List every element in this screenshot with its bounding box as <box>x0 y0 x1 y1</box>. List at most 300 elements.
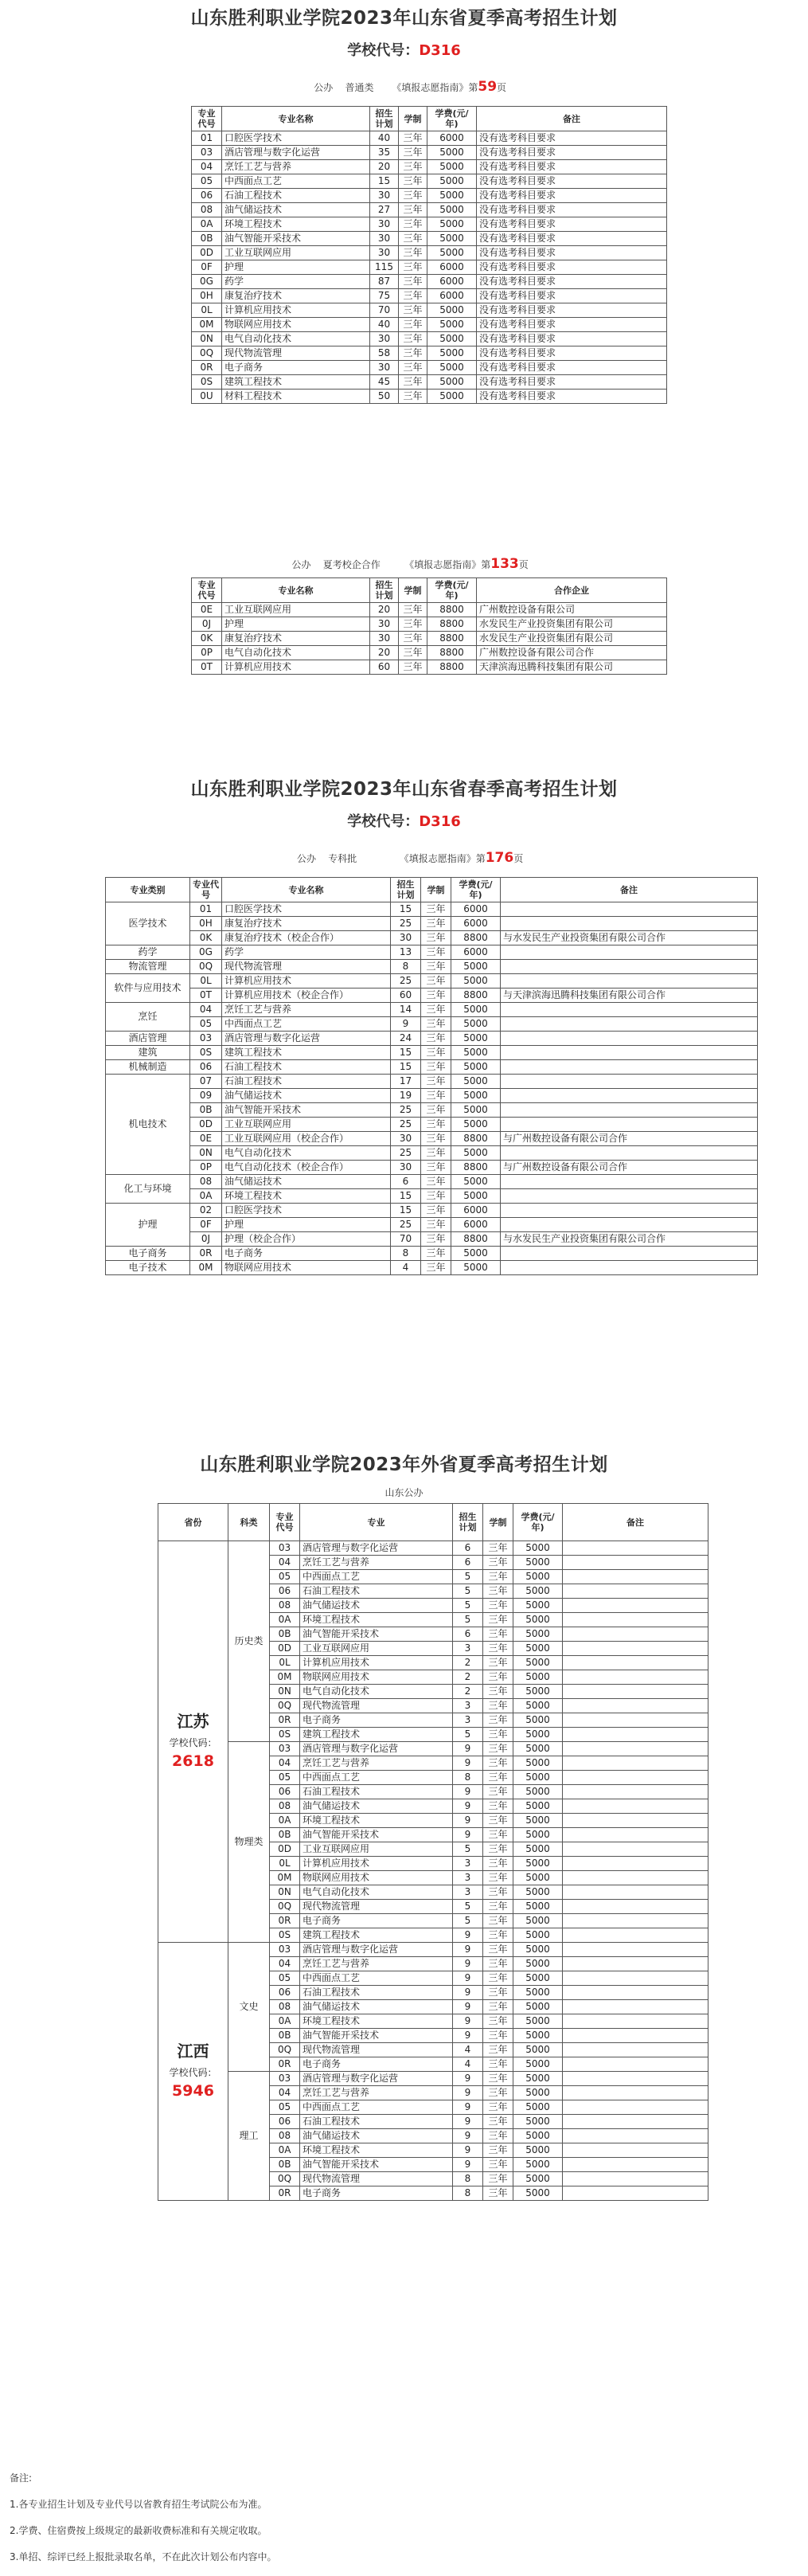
spring-meta-text: 公办 专科批 《填报志愿指南》第 <box>297 853 486 864</box>
table-row <box>158 1541 708 1556</box>
enrollment-plan: 2 <box>453 1656 483 1670</box>
major-name: 康复治疗技术 <box>222 632 370 646</box>
tuition: 5000 <box>513 1656 563 1670</box>
enrollment-plan: 8 <box>391 1247 421 1261</box>
tuition: 5000 <box>513 1728 563 1742</box>
tuition: 5000 <box>451 1089 501 1103</box>
enrollment-plan: 5 <box>453 1584 483 1599</box>
table-row <box>106 917 758 931</box>
column-header: 专业代号 <box>270 1504 300 1541</box>
duration: 三年 <box>483 1541 513 1556</box>
table-row <box>106 902 758 917</box>
table-row <box>106 1189 758 1204</box>
major-name: 石油工程技术 <box>300 1785 453 1799</box>
enrollment-plan: 9 <box>453 2129 483 2143</box>
duration: 三年 <box>483 1642 513 1656</box>
duration: 三年 <box>399 660 427 675</box>
remark <box>563 1599 708 1613</box>
remark <box>563 1699 708 1713</box>
enrollment-plan: 9 <box>391 1017 421 1032</box>
major-code: 0R <box>270 2186 300 2201</box>
tuition: 5000 <box>451 1060 501 1075</box>
column-header: 专业代号 <box>192 578 222 603</box>
major-code: 0A <box>190 1189 222 1204</box>
tuition: 6000 <box>451 1204 501 1218</box>
major-code: 04 <box>192 160 222 174</box>
enrollment-plan: 87 <box>370 275 399 289</box>
major-name: 石油工程技术 <box>222 1060 391 1075</box>
tuition: 5000 <box>513 1584 563 1599</box>
major-name: 中西面点工艺 <box>222 1017 391 1032</box>
enrollment-plan: 70 <box>370 303 399 318</box>
tuition: 5000 <box>513 1627 563 1642</box>
duration: 三年 <box>483 2029 513 2043</box>
major-code: 03 <box>190 1032 222 1046</box>
remark: 没有选考科目要求 <box>477 361 667 375</box>
major-code: 06 <box>270 1986 300 2000</box>
remark <box>563 1857 708 1871</box>
enrollment-plan: 9 <box>453 1928 483 1943</box>
major-category: 酒店管理 <box>106 1032 190 1046</box>
column-header: 专业类别 <box>106 878 190 902</box>
major-name: 护理 <box>222 617 370 632</box>
enrollment-plan: 25 <box>391 1118 421 1132</box>
tuition: 5000 <box>427 332 477 346</box>
summer-section <box>0 3 808 106</box>
major-code: 0J <box>190 1232 222 1247</box>
tuition: 5000 <box>513 1928 563 1943</box>
enrollment-plan: 9 <box>453 1943 483 1957</box>
duration: 三年 <box>399 318 427 332</box>
major-code: 0G <box>192 275 222 289</box>
table-row <box>106 1132 758 1146</box>
remark <box>563 1584 708 1599</box>
major-name: 现代物流管理 <box>222 960 391 974</box>
enrollment-plan: 30 <box>370 332 399 346</box>
major-name: 康复治疗技术 <box>222 289 370 303</box>
major-name: 中西面点工艺 <box>300 2100 453 2115</box>
major-category: 电子技术 <box>106 1261 190 1275</box>
enrollment-plan: 30 <box>370 361 399 375</box>
tuition: 5000 <box>513 1642 563 1656</box>
remark <box>563 2072 708 2086</box>
remark: 与水发民生产业投资集团有限公司合作 <box>501 931 758 945</box>
major-code: 0U <box>192 390 222 404</box>
remark <box>563 1613 708 1627</box>
major-name: 石油工程技术 <box>300 1584 453 1599</box>
major-code: 0B <box>270 2158 300 2172</box>
major-code: 03 <box>270 2072 300 2086</box>
remark: 水发民生产业投资集团有限公司 <box>477 617 667 632</box>
remark <box>501 902 758 917</box>
enrollment-plan: 3 <box>453 1699 483 1713</box>
major-name: 油气储运技术 <box>222 1175 391 1189</box>
duration: 三年 <box>399 232 427 246</box>
major-code: 0L <box>270 1857 300 1871</box>
table-row <box>106 1075 758 1089</box>
major-name: 建筑工程技术 <box>222 375 370 390</box>
remark <box>501 1046 758 1060</box>
tuition: 5000 <box>427 246 477 260</box>
table-row <box>192 289 667 303</box>
major-code: 0E <box>190 1132 222 1146</box>
major-code: 0K <box>192 632 222 646</box>
tuition: 6000 <box>427 275 477 289</box>
tuition: 5000 <box>513 1541 563 1556</box>
duration: 三年 <box>483 1814 513 1828</box>
major-code: 0B <box>270 2029 300 2043</box>
major-name: 中西面点工艺 <box>222 174 370 189</box>
duration: 三年 <box>483 1971 513 1986</box>
remark: 广州数控设备有限公司合作 <box>477 646 667 660</box>
remark <box>563 1828 708 1842</box>
table-row <box>192 332 667 346</box>
remark <box>563 1771 708 1785</box>
remark <box>501 974 758 989</box>
major-name: 中西面点工艺 <box>300 1971 453 1986</box>
duration: 三年 <box>483 1613 513 1627</box>
major-code: 0A <box>270 2143 300 2158</box>
remark: 没有选考科目要求 <box>477 203 667 217</box>
enrollment-plan: 19 <box>391 1089 421 1103</box>
major-code: 0M <box>270 1670 300 1685</box>
table-row <box>192 346 667 361</box>
major-name: 烹饪工艺与营养 <box>300 1957 453 1971</box>
tuition: 5000 <box>513 1943 563 1957</box>
major-name: 口腔医学技术 <box>222 902 391 917</box>
tuition: 5000 <box>513 1556 563 1570</box>
remark <box>563 2129 708 2143</box>
major-name: 环境工程技术 <box>300 2014 453 2029</box>
major-name: 计算机应用技术 <box>222 974 391 989</box>
spring-code: D316 <box>419 813 461 830</box>
major-category: 机械制造 <box>106 1060 190 1075</box>
remark: 没有选考科目要求 <box>477 318 667 332</box>
enrollment-plan: 9 <box>453 1785 483 1799</box>
major-name: 电气自动化技术 <box>222 646 370 660</box>
enrollment-plan: 40 <box>370 131 399 146</box>
tuition: 5000 <box>513 1828 563 1842</box>
duration: 三年 <box>483 2086 513 2100</box>
tuition: 8800 <box>427 660 477 675</box>
enrollment-plan: 30 <box>370 617 399 632</box>
table-row <box>192 361 667 375</box>
remark: 广州数控设备有限公司 <box>477 603 667 617</box>
column-header: 招生计划 <box>391 878 421 902</box>
major-code: 08 <box>192 203 222 217</box>
duration: 三年 <box>421 1232 451 1247</box>
outprov-title: 山东胜利职业学院2023年外省夏季高考招生计划 <box>200 1454 608 1475</box>
tuition: 5000 <box>513 1957 563 1971</box>
coop-page-number: 133 <box>490 556 519 572</box>
remark <box>563 1556 708 1570</box>
enrollment-plan: 45 <box>370 375 399 390</box>
duration: 三年 <box>421 1204 451 1218</box>
tuition: 5000 <box>513 1871 563 1885</box>
duration: 三年 <box>399 289 427 303</box>
duration: 三年 <box>483 1584 513 1599</box>
column-header: 备注 <box>501 878 758 902</box>
duration: 三年 <box>483 1928 513 1943</box>
table-row <box>158 1943 708 1957</box>
major-category: 物流管理 <box>106 960 190 974</box>
major-category: 烹饪 <box>106 1003 190 1032</box>
major-name: 环境工程技术 <box>300 1613 453 1627</box>
school-code-label: 学校代号： <box>347 42 420 59</box>
enrollment-plan: 75 <box>370 289 399 303</box>
enrollment-plan: 9 <box>453 2072 483 2086</box>
tuition: 5000 <box>451 1189 501 1204</box>
table-row <box>192 189 667 203</box>
duration: 三年 <box>421 1017 451 1032</box>
enrollment-plan: 27 <box>370 203 399 217</box>
coop-page-suffix: 页 <box>518 559 529 570</box>
remark <box>563 1900 708 1914</box>
duration: 三年 <box>399 146 427 160</box>
enrollment-plan: 25 <box>391 1146 421 1161</box>
remark <box>563 2029 708 2043</box>
column-header: 专业名称 <box>222 107 370 131</box>
duration: 三年 <box>483 1943 513 1957</box>
major-code: 04 <box>270 1556 300 1570</box>
enrollment-plan: 30 <box>370 632 399 646</box>
major-name: 油气储运技术 <box>222 1089 391 1103</box>
tuition: 5000 <box>427 232 477 246</box>
major-name: 口腔医学技术 <box>222 1204 391 1218</box>
major-name: 烹饪工艺与营养 <box>300 1556 453 1570</box>
table-row <box>106 1103 758 1118</box>
remark: 没有选考科目要求 <box>477 160 667 174</box>
table-row <box>192 390 667 404</box>
duration: 三年 <box>483 1914 513 1928</box>
tuition: 6000 <box>427 131 477 146</box>
enrollment-plan: 60 <box>391 989 421 1003</box>
major-code: 0N <box>190 1146 222 1161</box>
enrollment-plan: 15 <box>391 1189 421 1204</box>
duration: 三年 <box>421 974 451 989</box>
table-row <box>192 160 667 174</box>
duration: 三年 <box>399 189 427 203</box>
major-name: 工业互联网应用 <box>300 1642 453 1656</box>
remark <box>563 1871 708 1885</box>
tuition: 8800 <box>427 617 477 632</box>
enrollment-plan: 9 <box>453 2158 483 2172</box>
major-name: 油气智能开采技术 <box>300 2158 453 2172</box>
major-code: 06 <box>270 1785 300 1799</box>
tuition: 5000 <box>513 2186 563 2201</box>
enrollment-plan: 6 <box>453 1541 483 1556</box>
tuition: 5000 <box>451 1175 501 1189</box>
tuition: 8800 <box>427 646 477 660</box>
enrollment-plan: 9 <box>453 2143 483 2158</box>
enrollment-plan: 4 <box>453 2043 483 2057</box>
column-header: 学费(元/年) <box>427 107 477 131</box>
major-name: 电气自动化技术 <box>222 332 370 346</box>
major-code: 0D <box>192 246 222 260</box>
enrollment-plan: 5 <box>453 1570 483 1584</box>
duration: 三年 <box>421 1060 451 1075</box>
table-row <box>106 1046 758 1060</box>
major-code: 0D <box>190 1118 222 1132</box>
duration: 三年 <box>399 303 427 318</box>
remark <box>563 2014 708 2029</box>
major-name: 酒店管理与数字化运营 <box>300 1742 453 1756</box>
enrollment-plan: 9 <box>453 2014 483 2029</box>
tuition: 8800 <box>427 603 477 617</box>
tuition: 5000 <box>513 1685 563 1699</box>
enrollment-plan: 30 <box>370 217 399 232</box>
major-code: 01 <box>192 131 222 146</box>
table-row <box>192 260 667 275</box>
enrollment-plan: 20 <box>370 160 399 174</box>
remark <box>563 1943 708 1957</box>
major-code: 08 <box>270 1799 300 1814</box>
major-code: 04 <box>270 1957 300 1971</box>
major-name: 现代物流管理 <box>300 2172 453 2186</box>
major-code: 0F <box>192 260 222 275</box>
table-row <box>192 632 667 646</box>
table-row <box>192 146 667 160</box>
subject-category: 理工 <box>228 2072 270 2201</box>
remark: 没有选考科目要求 <box>477 275 667 289</box>
outprov-section <box>0 1450 808 1499</box>
remark: 与广州数控设备有限公司合作 <box>501 1161 758 1175</box>
enrollment-plan: 13 <box>391 945 421 960</box>
tuition: 8800 <box>451 1232 501 1247</box>
remark <box>501 917 758 931</box>
guide-meta <box>0 68 808 106</box>
remark: 与水发民生产业投资集团有限公司合作 <box>501 1232 758 1247</box>
remark: 水发民生产业投资集团有限公司 <box>477 632 667 646</box>
enrollment-plan: 20 <box>370 646 399 660</box>
duration: 三年 <box>421 1032 451 1046</box>
major-code: 0Q <box>270 2043 300 2057</box>
major-category: 软件与应用技术 <box>106 974 190 1003</box>
enrollment-plan: 30 <box>391 1132 421 1146</box>
enrollment-plan: 15 <box>391 1046 421 1060</box>
major-code: 0H <box>190 917 222 931</box>
major-code: 0P <box>190 1161 222 1175</box>
major-code: 0A <box>270 1613 300 1627</box>
duration: 三年 <box>399 632 427 646</box>
enrollment-plan: 5 <box>453 1599 483 1613</box>
duration: 三年 <box>421 1261 451 1275</box>
tuition: 5000 <box>427 189 477 203</box>
enrollment-plan: 58 <box>370 346 399 361</box>
major-name: 酒店管理与数字化运营 <box>300 1943 453 1957</box>
major-name: 物联网应用技术 <box>300 1871 453 1885</box>
outprov-subtitle: 山东公办 <box>384 1487 424 1498</box>
enrollment-plan: 9 <box>453 1756 483 1771</box>
major-code: 0Q <box>270 1699 300 1713</box>
duration: 三年 <box>483 2172 513 2186</box>
tuition: 5000 <box>513 1599 563 1613</box>
major-name: 环境工程技术 <box>300 1814 453 1828</box>
tuition: 5000 <box>451 960 501 974</box>
tuition: 5000 <box>513 2172 563 2186</box>
major-code: 04 <box>270 2086 300 2100</box>
duration: 三年 <box>399 160 427 174</box>
major-name: 环境工程技术 <box>300 2143 453 2158</box>
major-category: 电子商务 <box>106 1247 190 1261</box>
column-header: 科类 <box>228 1504 270 1541</box>
tuition: 5000 <box>513 1771 563 1785</box>
tuition: 6000 <box>427 289 477 303</box>
duration: 三年 <box>399 390 427 404</box>
remark: 没有选考科目要求 <box>477 375 667 390</box>
tuition: 5000 <box>427 217 477 232</box>
enrollment-plan: 5 <box>453 1613 483 1627</box>
major-category: 机电技术 <box>106 1075 190 1175</box>
enrollment-plan: 9 <box>453 1971 483 1986</box>
major-name: 油气智能开采技术 <box>300 2029 453 2043</box>
tuition: 5000 <box>427 146 477 160</box>
major-code: 0R <box>190 1247 222 1261</box>
duration: 三年 <box>483 1771 513 1785</box>
spring-table <box>105 877 758 1275</box>
enrollment-plan: 30 <box>370 246 399 260</box>
major-code: 0F <box>190 1218 222 1232</box>
major-code: 0R <box>270 1914 300 1928</box>
remark <box>501 1189 758 1204</box>
remark <box>563 2000 708 2014</box>
major-name: 电子商务 <box>222 361 370 375</box>
tuition: 6000 <box>451 917 501 931</box>
major-name: 烹饪工艺与营养 <box>300 1756 453 1771</box>
major-code: 0B <box>270 1828 300 1842</box>
major-name: 烹饪工艺与营养 <box>300 2086 453 2100</box>
major-category: 化工与环境 <box>106 1175 190 1204</box>
tuition: 6000 <box>451 902 501 917</box>
major-code: 0M <box>192 318 222 332</box>
enrollment-plan: 40 <box>370 318 399 332</box>
spring-code-label: 学校代号： <box>347 813 420 830</box>
major-code: 07 <box>190 1075 222 1089</box>
major-code: 03 <box>192 146 222 160</box>
table-row <box>192 646 667 660</box>
remark <box>501 1118 758 1132</box>
table-row <box>106 1218 758 1232</box>
major-name: 建筑工程技术 <box>300 1728 453 1742</box>
major-code: 0S <box>192 375 222 390</box>
table-row <box>192 660 667 675</box>
enrollment-plan: 5 <box>453 1900 483 1914</box>
duration: 三年 <box>399 217 427 232</box>
column-header: 学费(元/年) <box>427 578 477 603</box>
major-name: 石油工程技术 <box>300 1986 453 2000</box>
tuition: 5000 <box>513 2029 563 2043</box>
major-category: 建筑 <box>106 1046 190 1060</box>
major-name: 酒店管理与数字化运营 <box>300 1541 453 1556</box>
tuition: 5000 <box>451 974 501 989</box>
major-code: 05 <box>270 2100 300 2115</box>
province-code-label: 学校代码： <box>169 1737 217 1748</box>
coop-meta-text: 公办 夏考校企合作 《填报志愿指南》第 <box>291 559 491 570</box>
major-code: 0M <box>190 1261 222 1275</box>
duration: 三年 <box>399 646 427 660</box>
enrollment-plan: 30 <box>391 931 421 945</box>
major-name: 电子商务 <box>300 2057 453 2072</box>
duration: 三年 <box>421 989 451 1003</box>
major-name: 建筑工程技术 <box>300 1928 453 1943</box>
subject-category: 文史 <box>228 1943 270 2072</box>
major-code: 06 <box>190 1060 222 1075</box>
tuition: 5000 <box>451 1075 501 1089</box>
duration: 三年 <box>421 1103 451 1118</box>
major-code: 0E <box>192 603 222 617</box>
tuition: 5000 <box>451 1003 501 1017</box>
duration: 三年 <box>483 1957 513 1971</box>
